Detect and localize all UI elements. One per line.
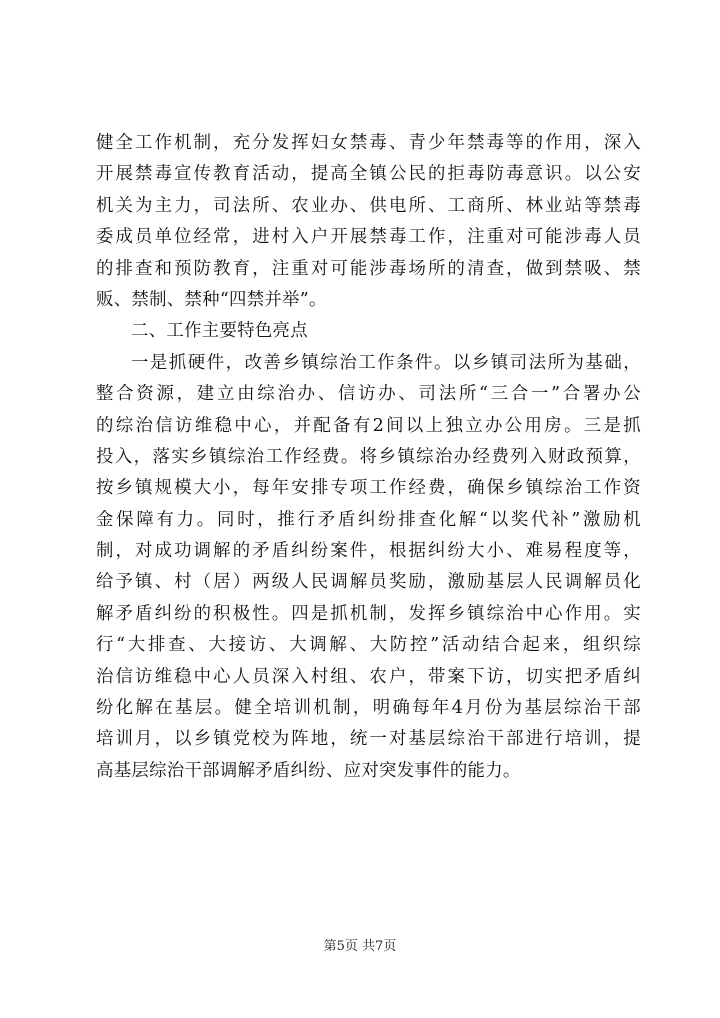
text-line: 机关为主力，司法所、农业办、供电所、工商所、林业站等禁毒 xyxy=(96,195,641,216)
text-line: 开展禁毒宣传教育活动，提高全镇公民的拒毒防毒意识。以公安 xyxy=(96,164,641,185)
text-line: 解矛盾纠纷的积极性。四是抓机制，发挥乡镇综治中心作用。实 xyxy=(96,603,641,624)
section-heading: 二、工作主要特色亮点 xyxy=(131,321,308,342)
text-line: 纷化解在基层。健全培训机制，明确每年4月份为基层综治干部 xyxy=(96,698,641,719)
text-line: 投入，落实乡镇综治工作经费。将乡镇综治办经费列入财政预算， xyxy=(96,446,641,467)
page-number-footer: 第5页 共7页 xyxy=(323,939,397,954)
text-line: 给予镇、村（居）两级人民调解员奖励，激励基层人民调解员化 xyxy=(96,572,641,593)
text-line: 健全工作机制，充分发挥妇女禁毒、青少年禁毒等的作用，深入 xyxy=(96,133,641,153)
text-line: 委成员单位经常，进村入户开展禁毒工作，注重对可能涉毒人员 xyxy=(96,227,641,248)
text-line: 一是抓硬件，改善乡镇综治工作条件。以乡镇司法所为基础， xyxy=(131,352,641,373)
text-line: 培训月，以乡镇党校为阵地，统一对基层综治干部进行培训，提 xyxy=(96,729,641,750)
text-line: 整合资源，建立由综治办、信访办、司法所“三合一”合署办公 xyxy=(96,384,641,405)
text-line: 的排查和预防教育，注重对可能涉毒场所的清查，做到禁吸、禁 xyxy=(96,258,641,279)
text-line: 治信访维稳中心人员深入村组、农户，带案下访，切实把矛盾纠 xyxy=(96,666,641,687)
text-line: 行“大排查、大接访、大调解、大防控”活动结合起来，组织综 xyxy=(96,635,641,656)
text-line: 制，对成功调解的矛盾纠纷案件，根据纠纷大小、难易程度等， xyxy=(96,541,641,562)
text-line: 高基层综治干部调解矛盾纠纷、应对突发事件的能力。 xyxy=(96,760,521,781)
document-body xyxy=(96,128,641,787)
text-line: 的综治信访维稳中心，并配备有2间以上独立办公用房。三是抓 xyxy=(96,415,641,436)
text-line: 金保障有力。同时，推行矛盾纠纷排查化解“以奖代补”激励机 xyxy=(96,509,641,530)
text-line: 按乡镇规模大小，每年安排专项工作经费，确保乡镇综治工作资 xyxy=(96,478,641,499)
text-line: 贩、禁制、禁种“四禁并举”。 xyxy=(96,289,327,310)
